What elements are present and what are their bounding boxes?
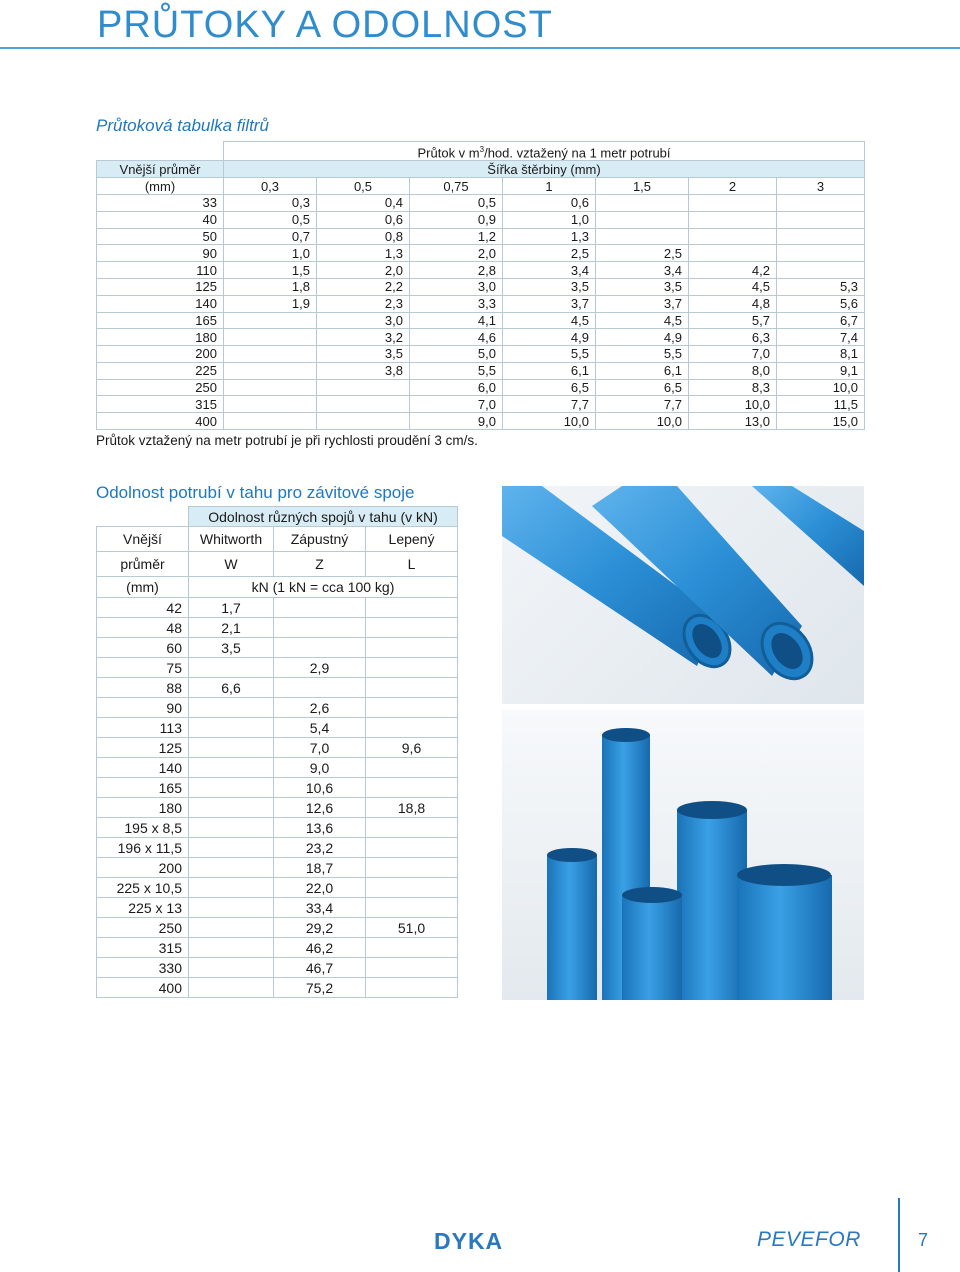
strength-table-row bbox=[97, 858, 458, 878]
strength-value-cell: 5,4 bbox=[274, 718, 366, 738]
strength-diameter-cell: 330 bbox=[97, 958, 189, 978]
strength-diameter-cell: 90 bbox=[97, 698, 189, 718]
flow-outer-diameter-cell: 33 bbox=[97, 194, 224, 211]
flow-value-cell: 3,5 bbox=[503, 278, 596, 295]
footer-brand: PEVEFOR bbox=[757, 1228, 861, 1251]
flow-table-row bbox=[97, 413, 865, 430]
strength-table-row bbox=[97, 838, 458, 858]
strength-table-row bbox=[97, 798, 458, 818]
strength-table-row bbox=[97, 718, 458, 738]
strength-value-cell bbox=[189, 698, 274, 718]
strength-caption: Odolnost různých spojů v tahu (v kN) bbox=[189, 507, 458, 527]
flow-value-cell: 3,7 bbox=[503, 295, 596, 312]
strength-value-cell bbox=[189, 658, 274, 678]
flow-table-row bbox=[97, 396, 865, 413]
flow-slot-width-header: 0,5 bbox=[317, 178, 410, 195]
flow-value-cell: 0,7 bbox=[224, 228, 317, 245]
flow-outer-diameter-cell: 250 bbox=[97, 379, 224, 396]
strength-value-cell bbox=[189, 878, 274, 898]
flow-value-cell: 7,4 bbox=[777, 329, 865, 346]
strength-value-cell: 6,6 bbox=[189, 678, 274, 698]
strength-value-cell bbox=[366, 778, 458, 798]
flow-caption-post: /hod. vztažený na 1 metr potrubí bbox=[484, 145, 671, 161]
strength-value-cell bbox=[366, 958, 458, 978]
strength-diameter-cell: 88 bbox=[97, 678, 189, 698]
strength-diameter-cell: 180 bbox=[97, 798, 189, 818]
footer-rule bbox=[898, 1198, 900, 1272]
flow-value-cell: 10,0 bbox=[503, 413, 596, 430]
flow-value-cell: 11,5 bbox=[777, 396, 865, 413]
flow-value-cell bbox=[596, 228, 689, 245]
flow-value-cell: 3,0 bbox=[410, 278, 503, 295]
flow-value-cell: 7,7 bbox=[503, 396, 596, 413]
strength-type-name-z: Zápustný bbox=[274, 527, 366, 552]
flow-value-cell: 4,1 bbox=[410, 312, 503, 329]
strength-diameter-cell: 113 bbox=[97, 718, 189, 738]
strength-col1-line3: (mm) bbox=[97, 577, 189, 598]
flow-value-cell: 1,8 bbox=[224, 278, 317, 295]
flow-value-cell: 5,0 bbox=[410, 346, 503, 363]
strength-value-cell: 51,0 bbox=[366, 918, 458, 938]
flow-table-row bbox=[97, 362, 865, 379]
flow-table-row bbox=[97, 278, 865, 295]
flow-value-cell bbox=[224, 346, 317, 363]
strength-value-cell bbox=[189, 738, 274, 758]
strength-diameter-cell: 315 bbox=[97, 938, 189, 958]
strength-value-cell: 29,2 bbox=[274, 918, 366, 938]
strength-table-row bbox=[97, 878, 458, 898]
flow-outer-diameter-cell: 40 bbox=[97, 211, 224, 228]
flow-value-cell bbox=[317, 396, 410, 413]
flow-outer-diameter-cell: 165 bbox=[97, 312, 224, 329]
flow-slot-width-header: 1 bbox=[503, 178, 596, 195]
strength-table-row bbox=[97, 778, 458, 798]
flow-outer-diameter-cell: 50 bbox=[97, 228, 224, 245]
strength-value-cell: 10,6 bbox=[274, 778, 366, 798]
flow-value-cell: 2,8 bbox=[410, 262, 503, 279]
strength-corner bbox=[97, 507, 189, 527]
strength-value-cell bbox=[366, 598, 458, 618]
flow-table-row bbox=[97, 211, 865, 228]
title-rule bbox=[0, 47, 960, 49]
strength-table-row bbox=[97, 958, 458, 978]
flow-value-cell bbox=[317, 379, 410, 396]
strength-value-cell bbox=[189, 938, 274, 958]
flow-value-cell: 5,5 bbox=[596, 346, 689, 363]
flow-table-row bbox=[97, 228, 865, 245]
flow-value-cell: 0,6 bbox=[503, 194, 596, 211]
flow-value-cell: 4,9 bbox=[596, 329, 689, 346]
flow-value-cell: 0,3 bbox=[224, 194, 317, 211]
flow-value-cell: 1,9 bbox=[224, 295, 317, 312]
flow-value-cell: 1,2 bbox=[410, 228, 503, 245]
flow-slot-label: Šířka štěrbiny (mm) bbox=[224, 161, 865, 178]
pipes-photo-bottom bbox=[502, 710, 864, 1000]
strength-value-cell bbox=[366, 818, 458, 838]
strength-value-cell: 3,5 bbox=[189, 638, 274, 658]
page-title: PRŮTOKY A ODOLNOST bbox=[97, 4, 553, 46]
strength-diameter-cell: 42 bbox=[97, 598, 189, 618]
flow-value-cell bbox=[689, 245, 777, 262]
flow-value-cell: 5,3 bbox=[777, 278, 865, 295]
flow-value-cell bbox=[224, 312, 317, 329]
flow-outer-diameter-cell: 225 bbox=[97, 362, 224, 379]
flow-value-cell: 6,7 bbox=[777, 312, 865, 329]
strength-value-cell bbox=[189, 978, 274, 998]
strength-value-cell bbox=[189, 778, 274, 798]
flow-table-row bbox=[97, 295, 865, 312]
pipe-shape bbox=[547, 848, 597, 1000]
flow-value-cell: 1,0 bbox=[503, 211, 596, 228]
flow-value-cell: 0,9 bbox=[410, 211, 503, 228]
strength-value-cell: 18,7 bbox=[274, 858, 366, 878]
strength-value-cell bbox=[189, 958, 274, 978]
strength-type-code-z: Z bbox=[274, 552, 366, 577]
strength-table-heading: Odolnost potrubí v tahu pro závitové spoje bbox=[96, 483, 415, 502]
strength-value-cell bbox=[366, 618, 458, 638]
strength-type-code-l: L bbox=[366, 552, 458, 577]
strength-value-cell bbox=[366, 638, 458, 658]
flow-value-cell: 6,1 bbox=[596, 362, 689, 379]
flow-value-cell: 8,1 bbox=[777, 346, 865, 363]
flow-value-cell: 7,0 bbox=[410, 396, 503, 413]
pipes-bottom-illustration bbox=[502, 710, 864, 1000]
strength-table-row bbox=[97, 638, 458, 658]
flow-value-cell bbox=[777, 262, 865, 279]
strength-value-cell: 1,7 bbox=[189, 598, 274, 618]
dyka-logo-mark bbox=[432, 1228, 524, 1254]
flow-value-cell: 13,0 bbox=[689, 413, 777, 430]
strength-table-row bbox=[97, 598, 458, 618]
strength-value-cell bbox=[189, 918, 274, 938]
flow-value-cell: 5,5 bbox=[503, 346, 596, 363]
page-number: 7 bbox=[918, 1230, 929, 1250]
flow-value-cell bbox=[596, 194, 689, 211]
flow-value-cell: 0,5 bbox=[224, 211, 317, 228]
strength-value-cell bbox=[366, 978, 458, 998]
flow-caption bbox=[224, 142, 865, 161]
flow-value-cell: 3,5 bbox=[596, 278, 689, 295]
strength-col1-line2: průměr bbox=[97, 552, 189, 577]
flow-outer-label: Vnější průměr bbox=[97, 161, 224, 178]
flow-caption-sup: 3 bbox=[479, 145, 485, 154]
flow-value-cell bbox=[777, 211, 865, 228]
flow-slot-width-header: 2 bbox=[689, 178, 777, 195]
flow-value-cell bbox=[689, 228, 777, 245]
strength-table-row bbox=[97, 918, 458, 938]
flow-table-row bbox=[97, 329, 865, 346]
strength-value-cell bbox=[366, 878, 458, 898]
strength-type-name-l: Lepený bbox=[366, 527, 458, 552]
strength-value-cell bbox=[189, 838, 274, 858]
strength-col1-line1: Vnější bbox=[97, 527, 189, 552]
strength-value-cell: 33,4 bbox=[274, 898, 366, 918]
strength-value-cell bbox=[189, 798, 274, 818]
flow-value-cell bbox=[224, 396, 317, 413]
flow-table-row bbox=[97, 194, 865, 211]
flow-table-row bbox=[97, 346, 865, 363]
flow-value-cell: 5,5 bbox=[410, 362, 503, 379]
flow-value-cell: 4,5 bbox=[689, 278, 777, 295]
strength-value-cell: 7,0 bbox=[274, 738, 366, 758]
strength-type-name-w: Whitworth bbox=[189, 527, 274, 552]
flow-outer-diameter-cell: 400 bbox=[97, 413, 224, 430]
dyka-logo bbox=[432, 1228, 524, 1259]
strength-value-cell: 18,8 bbox=[366, 798, 458, 818]
strength-value-cell: 46,2 bbox=[274, 938, 366, 958]
flow-value-cell: 4,6 bbox=[410, 329, 503, 346]
flow-value-cell: 8,3 bbox=[689, 379, 777, 396]
strength-value-cell bbox=[189, 718, 274, 738]
strength-value-cell bbox=[366, 838, 458, 858]
flow-value-cell bbox=[689, 211, 777, 228]
flow-value-cell: 3,0 bbox=[317, 312, 410, 329]
strength-value-cell bbox=[189, 858, 274, 878]
strength-value-cell: 46,7 bbox=[274, 958, 366, 978]
flow-value-cell: 7,7 bbox=[596, 396, 689, 413]
flow-outer-diameter-cell: 140 bbox=[97, 295, 224, 312]
flow-value-cell: 7,0 bbox=[689, 346, 777, 363]
flow-value-cell: 1,5 bbox=[224, 262, 317, 279]
strength-value-cell bbox=[366, 678, 458, 698]
flow-value-cell: 3,3 bbox=[410, 295, 503, 312]
flow-table-row bbox=[97, 379, 865, 396]
flow-outer-diameter-cell: 125 bbox=[97, 278, 224, 295]
strength-value-cell: 75,2 bbox=[274, 978, 366, 998]
flow-value-cell bbox=[596, 211, 689, 228]
strength-value-cell bbox=[366, 718, 458, 738]
strength-value-cell: 22,0 bbox=[274, 878, 366, 898]
flow-slot-width-header: 0,75 bbox=[410, 178, 503, 195]
flow-outer-diameter-cell: 90 bbox=[97, 245, 224, 262]
flow-value-cell: 3,5 bbox=[317, 346, 410, 363]
pipe-shape bbox=[752, 486, 864, 586]
flow-value-cell: 0,8 bbox=[317, 228, 410, 245]
flow-table-row bbox=[97, 262, 865, 279]
flow-value-cell: 6,1 bbox=[503, 362, 596, 379]
strength-unit-note: kN (1 kN = cca 100 kg) bbox=[189, 577, 458, 598]
pipes-photo-top bbox=[502, 486, 864, 704]
flow-value-cell: 3,2 bbox=[317, 329, 410, 346]
strength-table-row bbox=[97, 818, 458, 838]
strength-diameter-cell: 200 bbox=[97, 858, 189, 878]
strength-value-cell bbox=[189, 818, 274, 838]
strength-value-cell bbox=[274, 638, 366, 658]
strength-value-cell: 9,0 bbox=[274, 758, 366, 778]
flow-value-cell: 4,2 bbox=[689, 262, 777, 279]
strength-value-cell bbox=[274, 618, 366, 638]
strength-value-cell bbox=[189, 758, 274, 778]
flow-value-cell bbox=[224, 362, 317, 379]
strength-value-cell bbox=[274, 678, 366, 698]
strength-diameter-cell: 125 bbox=[97, 738, 189, 758]
strength-value-cell: 2,1 bbox=[189, 618, 274, 638]
flow-table-row bbox=[97, 245, 865, 262]
flow-value-cell: 10,0 bbox=[689, 396, 777, 413]
flow-value-cell: 3,8 bbox=[317, 362, 410, 379]
pipe-shape bbox=[677, 801, 747, 1000]
flow-value-cell bbox=[224, 413, 317, 430]
strength-diameter-cell: 75 bbox=[97, 658, 189, 678]
strength-table bbox=[96, 506, 458, 998]
flow-value-cell: 4,5 bbox=[503, 312, 596, 329]
flow-value-cell: 4,8 bbox=[689, 295, 777, 312]
flow-value-cell: 6,5 bbox=[503, 379, 596, 396]
pipe-shape bbox=[737, 864, 832, 1000]
strength-value-cell bbox=[274, 598, 366, 618]
flow-value-cell bbox=[224, 329, 317, 346]
strength-diameter-cell: 400 bbox=[97, 978, 189, 998]
flow-corner bbox=[97, 142, 224, 161]
flow-value-cell: 6,5 bbox=[596, 379, 689, 396]
strength-table-row bbox=[97, 898, 458, 918]
strength-diameter-cell: 195 x 8,5 bbox=[97, 818, 189, 838]
flow-value-cell: 3,7 bbox=[596, 295, 689, 312]
strength-value-cell bbox=[366, 938, 458, 958]
flow-value-cell: 0,4 bbox=[317, 194, 410, 211]
flow-value-cell: 0,5 bbox=[410, 194, 503, 211]
flow-outer-diameter-cell: 200 bbox=[97, 346, 224, 363]
flow-value-cell bbox=[777, 228, 865, 245]
strength-diameter-cell: 60 bbox=[97, 638, 189, 658]
strength-diameter-cell: 165 bbox=[97, 778, 189, 798]
flow-value-cell: 1,3 bbox=[317, 245, 410, 262]
flow-value-cell: 4,5 bbox=[596, 312, 689, 329]
strength-type-code-w: W bbox=[189, 552, 274, 577]
flow-caption-pre: Průtok v m bbox=[417, 145, 480, 161]
strength-value-cell bbox=[366, 858, 458, 878]
strength-diameter-cell: 250 bbox=[97, 918, 189, 938]
flow-value-cell: 6,3 bbox=[689, 329, 777, 346]
flow-slot-width-header: 3 bbox=[777, 178, 865, 195]
strength-diameter-cell: 48 bbox=[97, 618, 189, 638]
strength-value-cell bbox=[366, 758, 458, 778]
flow-value-cell: 9,1 bbox=[777, 362, 865, 379]
flow-outer-diameter-cell: 180 bbox=[97, 329, 224, 346]
strength-table-row bbox=[97, 698, 458, 718]
flow-slot-width-header: 1,5 bbox=[596, 178, 689, 195]
flow-value-cell bbox=[777, 194, 865, 211]
flow-outer-diameter-cell: 110 bbox=[97, 262, 224, 279]
flow-value-cell: 2,3 bbox=[317, 295, 410, 312]
flow-value-cell: 2,0 bbox=[410, 245, 503, 262]
strength-table-row bbox=[97, 738, 458, 758]
flow-value-cell: 1,3 bbox=[503, 228, 596, 245]
flow-value-cell: 10,0 bbox=[596, 413, 689, 430]
strength-table-row bbox=[97, 678, 458, 698]
strength-value-cell: 23,2 bbox=[274, 838, 366, 858]
strength-table-row bbox=[97, 658, 458, 678]
strength-table-row bbox=[97, 978, 458, 998]
strength-value-cell: 2,9 bbox=[274, 658, 366, 678]
flow-table-row bbox=[97, 312, 865, 329]
strength-diameter-cell: 140 bbox=[97, 758, 189, 778]
pipe-shape bbox=[622, 887, 682, 1000]
pipes-top-illustration bbox=[502, 486, 864, 704]
flow-value-cell: 1,0 bbox=[224, 245, 317, 262]
flow-value-cell: 6,0 bbox=[410, 379, 503, 396]
strength-value-cell: 9,6 bbox=[366, 738, 458, 758]
strength-table-row bbox=[97, 618, 458, 638]
strength-diameter-cell: 196 x 11,5 bbox=[97, 838, 189, 858]
flow-value-cell: 2,5 bbox=[596, 245, 689, 262]
strength-value-cell: 12,6 bbox=[274, 798, 366, 818]
strength-diameter-cell: 225 x 10,5 bbox=[97, 878, 189, 898]
flow-value-cell: 8,0 bbox=[689, 362, 777, 379]
flow-value-cell: 9,0 bbox=[410, 413, 503, 430]
strength-table-row bbox=[97, 758, 458, 778]
flow-value-cell: 15,0 bbox=[777, 413, 865, 430]
strength-value-cell: 13,6 bbox=[274, 818, 366, 838]
flow-value-cell: 0,6 bbox=[317, 211, 410, 228]
flow-outer-diameter-cell: 315 bbox=[97, 396, 224, 413]
flow-value-cell: 3,4 bbox=[596, 262, 689, 279]
flow-unit-label: (mm) bbox=[97, 178, 224, 195]
flow-value-cell bbox=[689, 194, 777, 211]
flow-value-cell: 3,4 bbox=[503, 262, 596, 279]
strength-value-cell bbox=[366, 898, 458, 918]
flow-value-cell bbox=[317, 413, 410, 430]
flow-value-cell: 2,5 bbox=[503, 245, 596, 262]
strength-value-cell bbox=[189, 898, 274, 918]
strength-table-row bbox=[97, 938, 458, 958]
flow-value-cell: 5,6 bbox=[777, 295, 865, 312]
flow-value-cell bbox=[777, 245, 865, 262]
flow-value-cell: 2,2 bbox=[317, 278, 410, 295]
flow-table bbox=[96, 141, 865, 430]
flow-value-cell: 4,9 bbox=[503, 329, 596, 346]
flow-slot-width-header: 0,3 bbox=[224, 178, 317, 195]
strength-value-cell: 2,6 bbox=[274, 698, 366, 718]
dyka-logo-text: DYKA bbox=[434, 1228, 504, 1254]
strength-value-cell bbox=[366, 658, 458, 678]
flow-value-cell bbox=[224, 379, 317, 396]
strength-diameter-cell: 225 x 13 bbox=[97, 898, 189, 918]
flow-table-heading: Průtoková tabulka filtrů bbox=[96, 116, 269, 135]
flow-value-cell: 10,0 bbox=[777, 379, 865, 396]
flow-value-cell: 5,7 bbox=[689, 312, 777, 329]
flow-value-cell: 2,0 bbox=[317, 262, 410, 279]
strength-value-cell bbox=[366, 698, 458, 718]
flow-note: Průtok vztažený na metr potrubí je při rychlosti proudění 3 cm/s. bbox=[96, 433, 478, 448]
